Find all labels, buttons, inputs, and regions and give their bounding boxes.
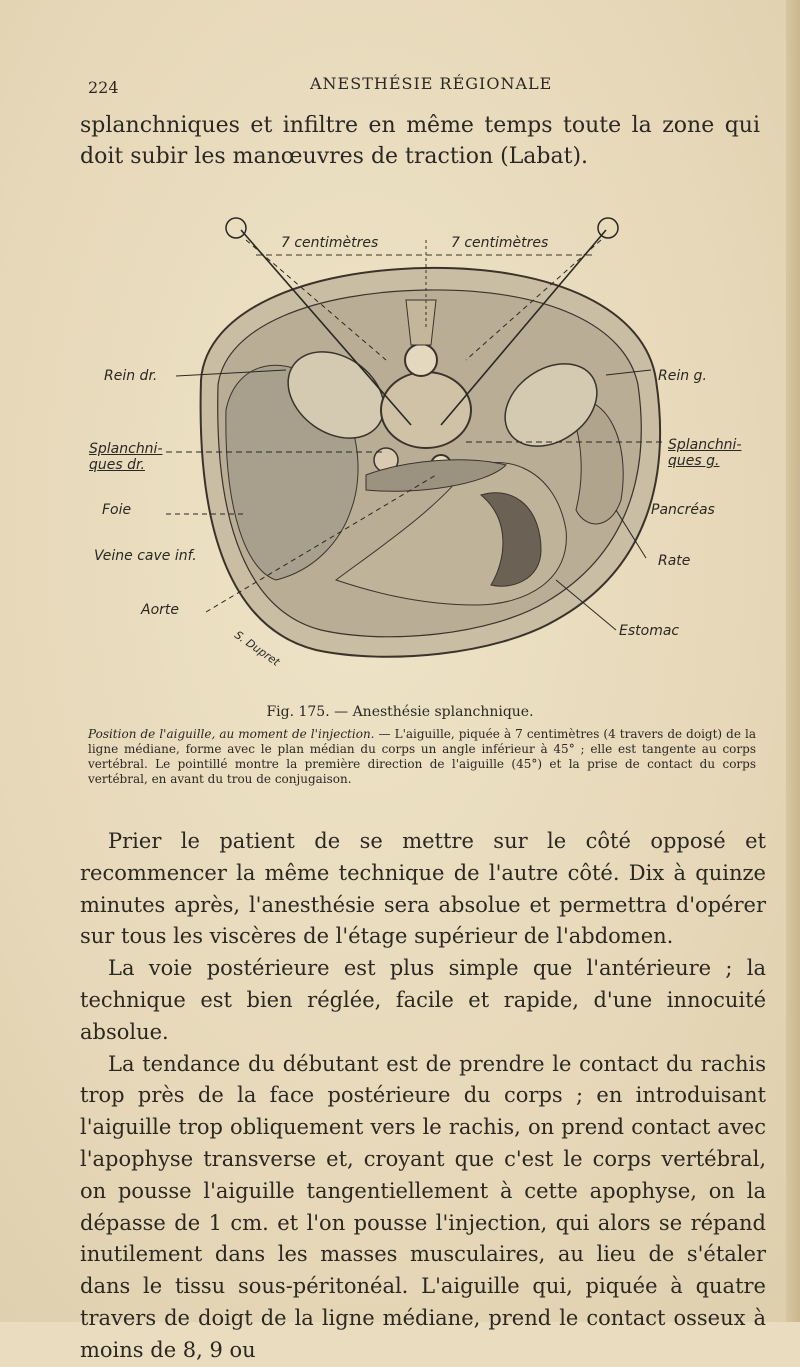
spinal-canal (405, 344, 437, 376)
label-rein-g: Rein g. (658, 368, 707, 384)
figure-legend (88, 727, 756, 787)
legend-text: — L'aiguille, piquée à 7 centimètres (4 travers de doigt) de la ligne médiane, forme avec le plan médian du corps un angle inférieur à 45° ; elle est tangente au corps vertébral. Le pointillé montre la première direction de l'aiguille (45°) et la prise de contact du corps vertébral, en avant du trou de conjugaison. (88, 727, 756, 786)
spinous-process (406, 300, 436, 345)
label-pancreas: Pancréas (651, 502, 715, 518)
needle-hub-left (226, 218, 246, 238)
label-splanchniques-g: Splanchni-ques g. (668, 437, 742, 469)
running-title: ANESTHÉSIE RÉGIONALE (310, 74, 553, 93)
page-edge (786, 0, 800, 1322)
label-aorte: Aorte (141, 602, 180, 618)
label-rein-dr: Rein dr. (104, 368, 158, 384)
body-paragraph: Prier le patient de se mettre sur le côté opposé et recommencer la même technique de l'autre côté. Dix à quinze minutes après, l'anesthésie sera absolue et permettra d'opérer sur tous les viscères de l'étage supérieur de l'abdomen. (80, 829, 766, 949)
needle-hub-right (598, 218, 618, 238)
page-number: 224 (88, 78, 119, 97)
body-paragraph: La tendance du débutant est de prendre le contact du rachis trop près de la face postérieure du corps ; en introduisant l'aiguille trop obliquement vers le rachis, on prend contact avec l'apophyse transverse et, croyant que c'est le corps vertébral, on pousse l'aiguille tangentiellement à cette apophyse, on la dépasse de 1 cm. et l'on pousse l'injection, qui alors se répand inutilement dans les masses musculaires, au lieu de s'étaler dans le tissu sous-péritonéal. L'aiguille qui, piquée à quatre travers de doigt de la ligne médiane, prend le contact osseux à moins de 8, 9 ou (80, 1051, 766, 1362)
body-paragraph: La voie postérieure est plus simple que l'antérieure ; la technique est bien réglée, facile et rapide, d'une innocuité absolue. (80, 956, 766, 1044)
page-header (80, 72, 760, 96)
figure-caption: Fig. 175. — Anesthésie splanchnique. (266, 704, 534, 720)
paragraph-continuation: splanchniques et infiltre en même temps toute la zone qui doit subir les manœuvres de traction (Labat). (80, 113, 760, 169)
legend-italic: Position de l'aiguille, au moment de l'injection. (88, 727, 375, 741)
vertebral-body (381, 372, 471, 448)
label-veine-cave: Veine cave inf. (94, 548, 197, 564)
label-rate: Rate (658, 553, 691, 569)
body-text (80, 826, 766, 1367)
label-measure-right: 7 centimètres (451, 235, 549, 251)
label-splanchniques-dr: Splanchni-ques dr. (89, 441, 163, 473)
illustrator-signature: S. Dupret (231, 628, 283, 669)
label-foie: Foie (102, 502, 132, 518)
figure-anatomy (86, 210, 776, 700)
label-estomac: Estomac (619, 623, 680, 639)
label-measure-left: 7 centimètres (281, 235, 379, 251)
